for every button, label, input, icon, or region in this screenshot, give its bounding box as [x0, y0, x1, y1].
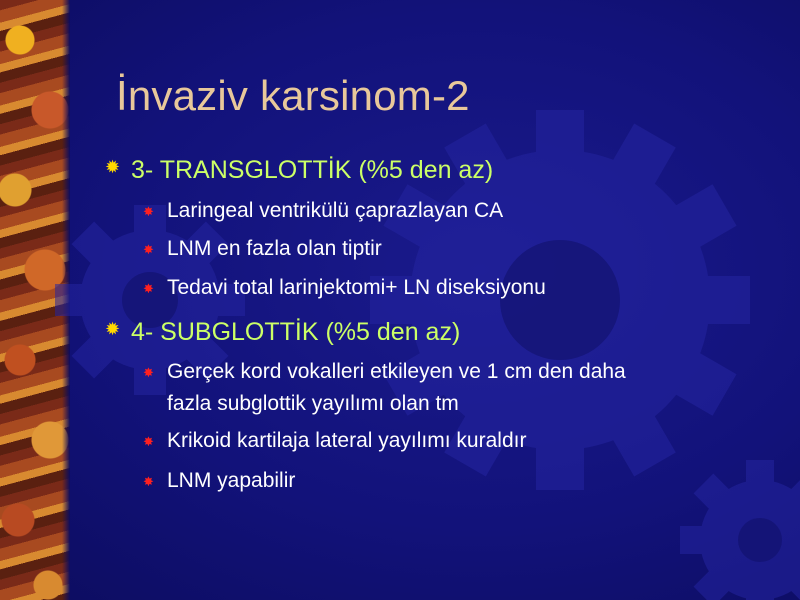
sun-burst-bullet-icon: ✹	[105, 319, 121, 339]
list-item: LNM en fazla olan tiptir	[167, 237, 382, 260]
section-heading-transglottic: 3- TRANSGLOTTİK (%5 den az)	[131, 156, 494, 184]
slide-title: İnvaziv karsinom-2	[116, 72, 470, 119]
red-burst-bullet-icon: ✸	[143, 204, 154, 219]
red-burst-bullet-icon: ✸	[143, 242, 154, 257]
list-item: Krikoid kartilaja lateral yayılımı kuraldır	[167, 429, 527, 452]
list-item: LNM yapabilir	[167, 469, 296, 492]
red-burst-bullet-icon: ✸	[143, 474, 154, 489]
list-item: Laringeal ventrikülü çaprazlayan CA	[167, 199, 504, 222]
red-burst-bullet-icon: ✸	[143, 434, 154, 449]
list-item: Gerçek kord vokalleri etkileyen ve 1 cm den daha	[167, 360, 626, 383]
section-heading-subglottic: 4- SUBGLOTTİK (%5 den az)	[131, 318, 461, 346]
red-burst-bullet-icon: ✸	[143, 365, 154, 380]
sun-burst-bullet-icon: ✹	[105, 157, 121, 177]
list-item-continuation: fazla subglottik yayılımı olan tm	[167, 392, 459, 415]
red-burst-bullet-icon: ✸	[143, 281, 154, 296]
list-item: Tedavi total larinjektomi+ LN diseksiyonu	[167, 276, 546, 299]
